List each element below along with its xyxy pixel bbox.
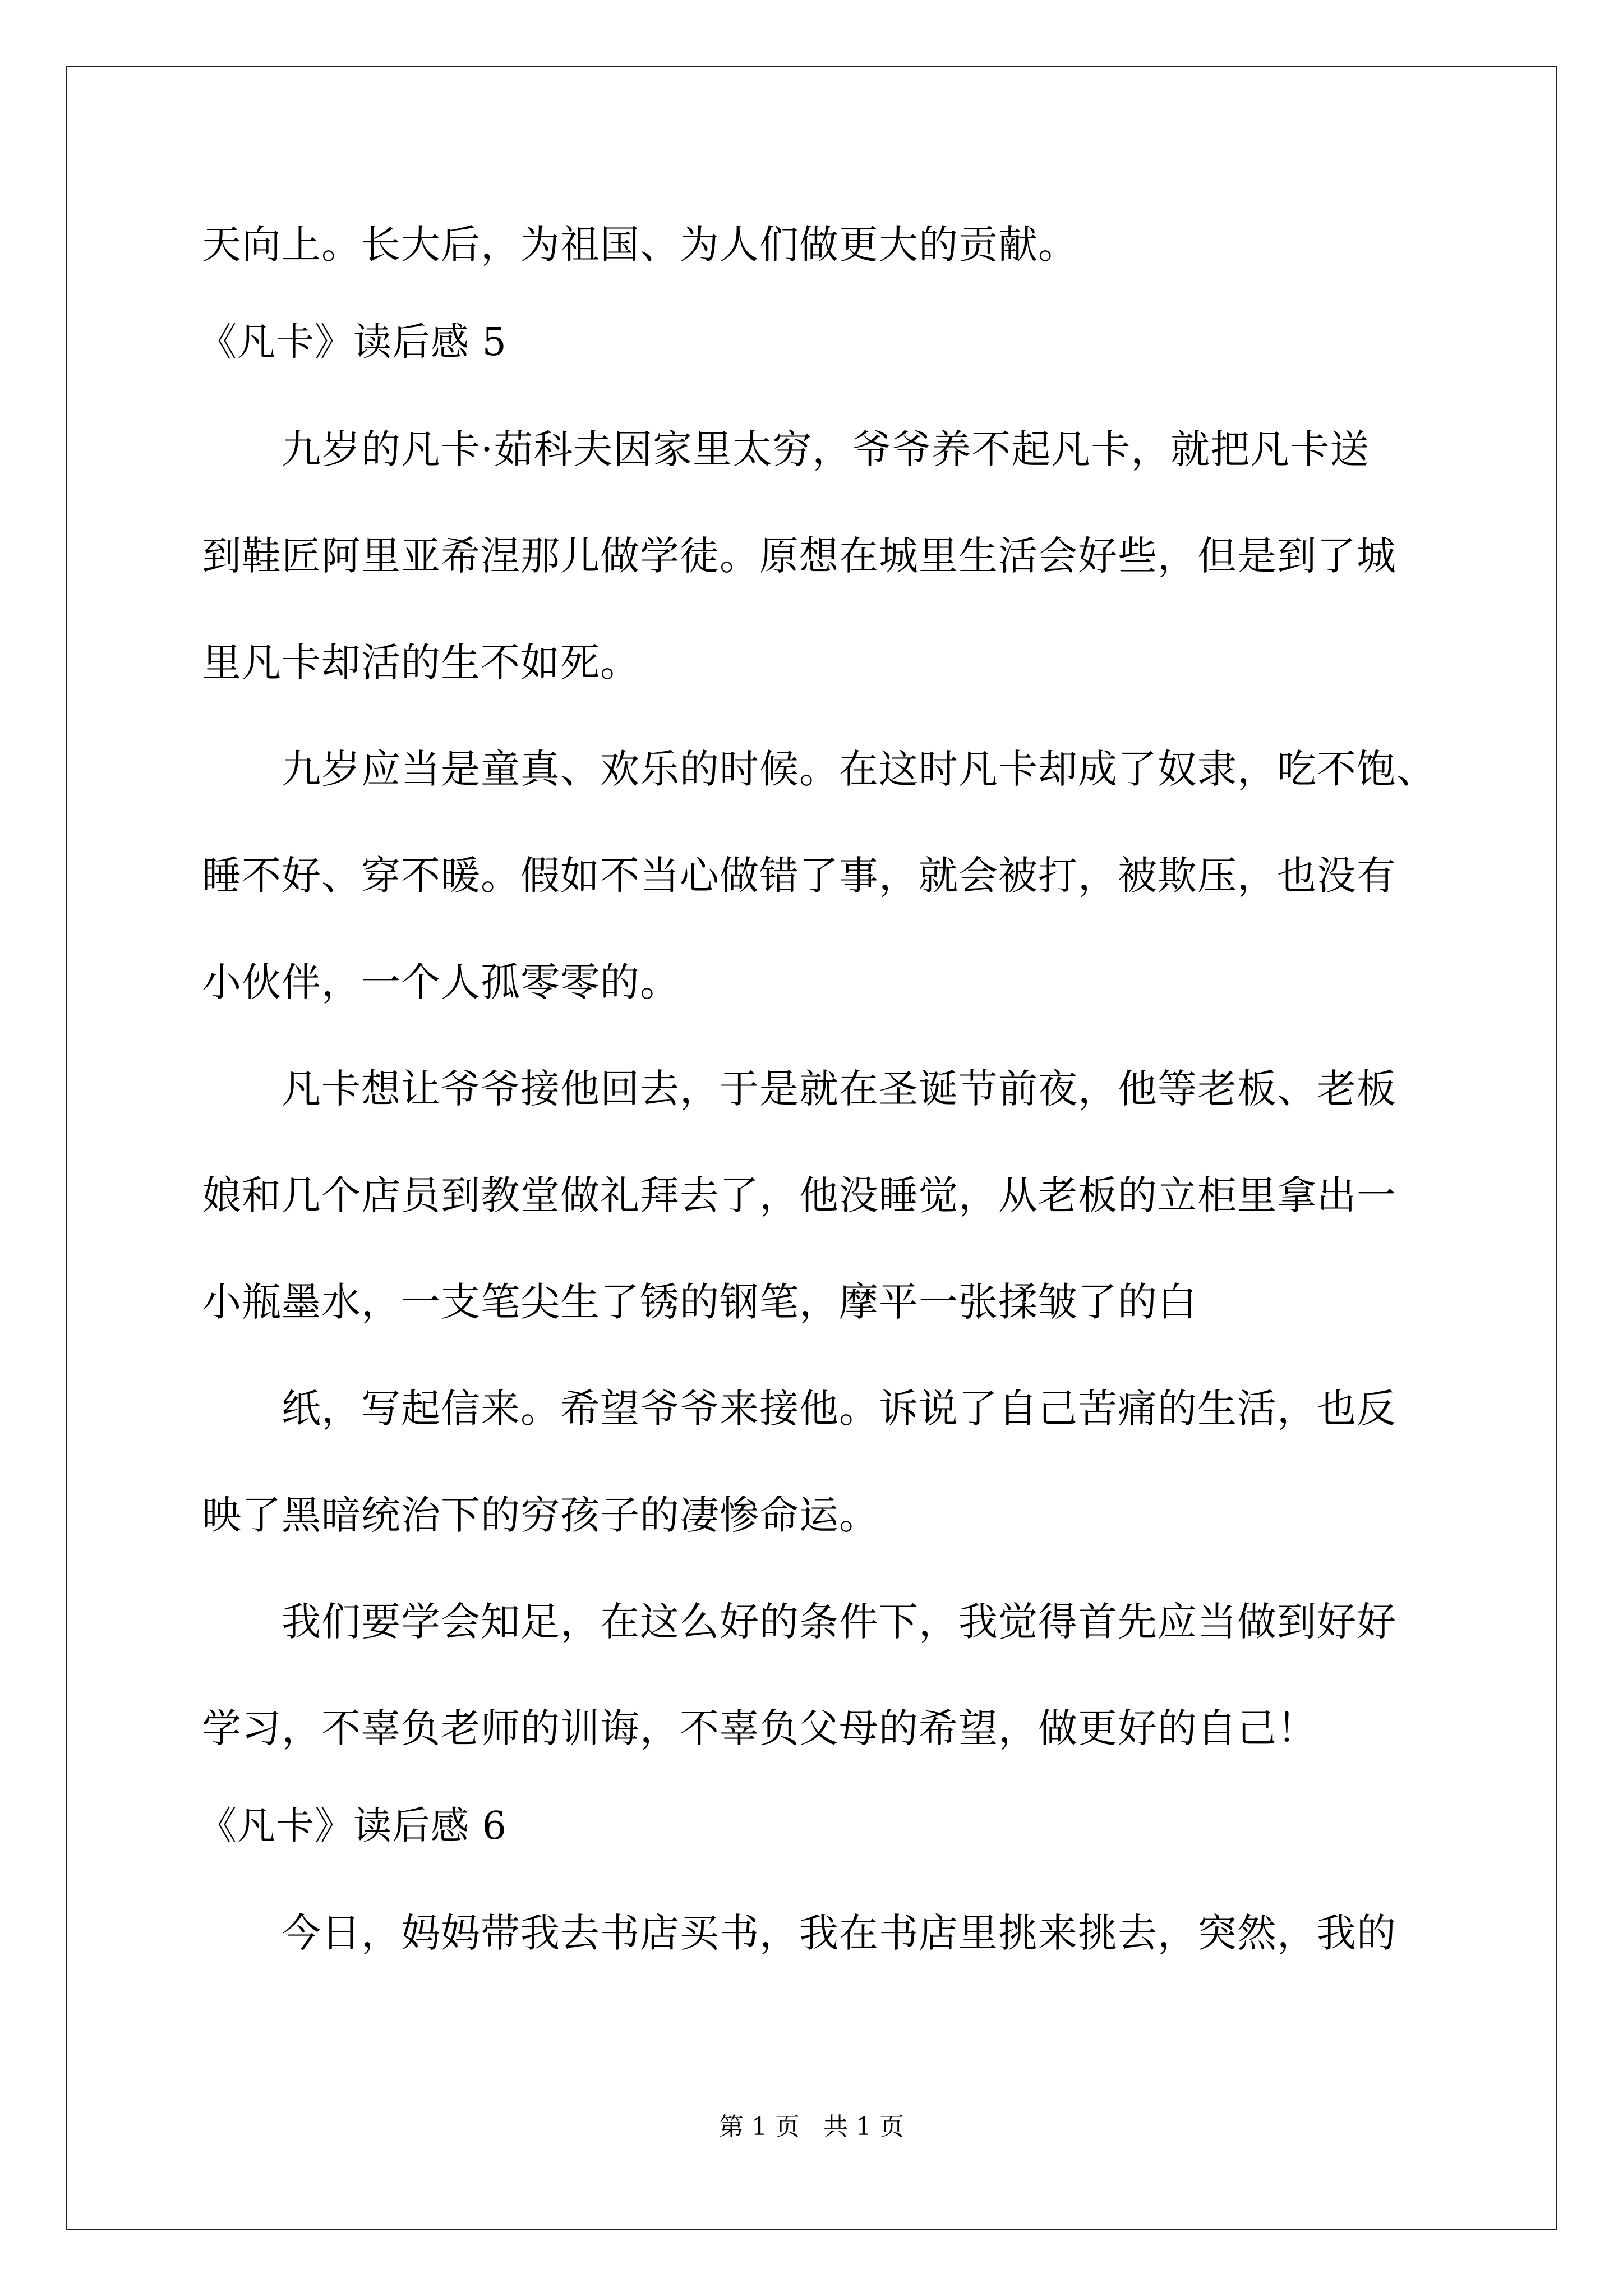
text-line: 凡卡想让爷爷接他回去，于是就在圣诞节前夜，他等老板、老板 <box>282 1066 1396 1112</box>
text-line: 小伙伴，一个人孤零零的。 <box>202 959 680 1005</box>
text-line: 娘和几个店员到教堂做礼拜去了，他没睡觉，从老板的立柜里拿出一 <box>202 1172 1396 1218</box>
section-heading: 《凡卡》读后感 5 <box>199 320 507 365</box>
text-line: 纸，写起信来。希望爷爷来接他。诉说了自己苦痛的生活，也反 <box>282 1386 1396 1432</box>
text-line: 天向上。长大后，为祖国、为人们做更大的贡献。 <box>202 222 1078 268</box>
text-line: 九岁应当是童真、欢乐的时候。在这时凡卡却成了奴隶，吃不饱、 <box>282 746 1436 792</box>
text-line: 我们要学会知足，在这么好的条件下，我觉得首先应当做到好好 <box>282 1599 1396 1645</box>
text-line: 映了黑暗统治下的穷孩子的凄惨命运。 <box>202 1492 879 1538</box>
text-line: 小瓶墨水，一支笔尖生了锈的钢笔，摩平一张揉皱了的白 <box>202 1279 1197 1325</box>
page-border <box>66 66 1557 2230</box>
text-line: 今日，妈妈带我去书店买书，我在书店里挑来挑去，突然，我的 <box>282 1910 1396 1956</box>
text-line: 睡不好、穿不暖。假如不当心做错了事，就会被打，被欺压，也没有 <box>202 853 1396 899</box>
page-number-footer: 第 1 页 共 1 页 <box>719 2113 904 2141</box>
text-line: 九岁的凡卡·茹科夫因家里太穷，爷爷养不起凡卡，就把凡卡送 <box>282 426 1370 472</box>
section-heading: 《凡卡》读后感 6 <box>199 1804 507 1848</box>
text-line: 到鞋匠阿里亚希涅那儿做学徒。原想在城里生活会好些，但是到了城 <box>202 533 1396 579</box>
text-line: 里凡卡却活的生不如死。 <box>202 639 640 685</box>
text-line: 学习，不辜负老师的训诲，不辜负父母的希望，做更好的自己！ <box>202 1705 1317 1751</box>
